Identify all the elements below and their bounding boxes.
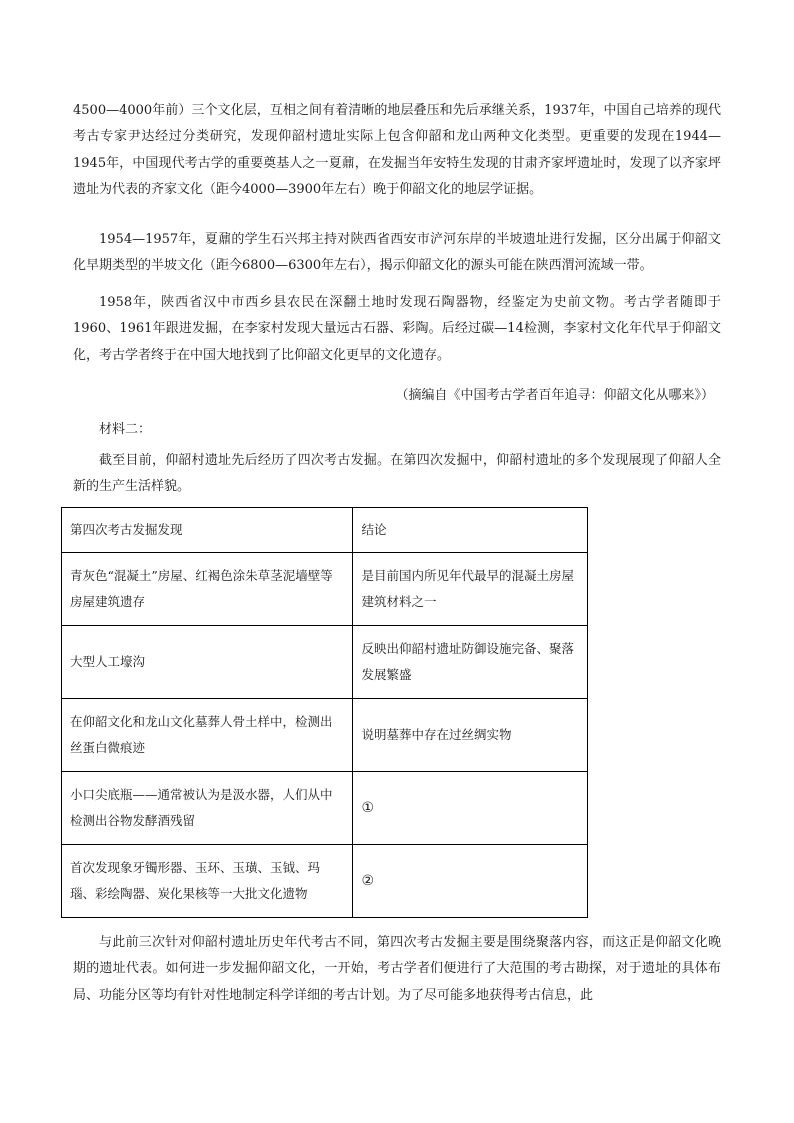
table-cell-finding: 小口尖底瓶——通常被认为是汲水器，人们从中检测出谷物发酵酒残留 — [62, 772, 353, 845]
table-row — [62, 699, 588, 772]
paragraph-lijiacun-discovery: 1958年，陕西省汉中市西乡县农民在深翻土地时发现石陶器物，经鉴定为史前文物。考古学者随即于1960、1961年跟进发掘，在李家村发现大量远古石器、彩陶。后经过碳—14检测，李家村文化年代早于仰韶文化，考古学者终于在中国大地找到了比仰韶文化更早的文化遗存。 — [73, 295, 721, 363]
table-cell-finding: 青灰色“混凝土”房屋、红褐色涂朱草茎泥墙壁等房屋建筑遗存 — [62, 553, 353, 626]
material-two-label: 材料二： — [99, 422, 152, 437]
findings-table — [61, 507, 588, 918]
table-cell-conclusion: 说明墓葬中存在过丝绸实物 — [353, 699, 588, 772]
table-header-cell: 结论 — [353, 508, 588, 553]
table-cell-conclusion: 反映出仰韶村遗址防御设施完备、聚落发展繁盛 — [353, 626, 588, 699]
table-cell-conclusion: 是目前国内所见年代最早的混凝土房屋建筑材料之一 — [353, 553, 588, 626]
paragraph-fourth-excavation-intro: 截至目前，仰韶村遗址先后经历了四次考古发掘。在第四次发掘中，仰韶村遗址的多个发现展现了仰韶人全新的生产生活样貌。 — [73, 453, 721, 495]
table-cell-blank-2: ② — [353, 845, 588, 918]
table-row — [62, 845, 588, 918]
paragraph-fourth-excavation-focus: 与此前三次针对仰韶村遗址历史年代考古不同，第四次考古发掘主要是围绕聚落内容，而这正是仰韶文化晚期的遗址代表。如何进一步发掘仰韶文化，一开始，考古学者们便进行了大范围的考古勘探，对于遗址的具体布局、功能分区等均有针对性地制定科学详细的考古计划。为了尽可能多地获得考古信息，此 — [73, 935, 721, 1003]
table-cell-finding: 在仰韶文化和龙山文化墓葬人骨土样中，检测出丝蛋白微痕迹 — [62, 699, 353, 772]
paragraph-yangshao-strata: 4500—4000年前）三个文化层，互相之间有着清晰的地层叠压和先后承继关系，1937年，中国自己培养的现代考古专家尹达经过分类研究，发现仰韶村遗址实际上包含仰韶和龙山两种文化类型。更重要的发现在1944—1945年，中国现代考古学的重要奠基人之一夏鼐，在发掘当年安特生发现的甘肃齐家坪遗址时，发现了以齐家坪遗址为代表的齐家文化（距今4000—3900年左右）晚于仰韶文化的地层学证据。 — [73, 103, 721, 197]
paragraph-banpo-excavation: 1954—1957年，夏鼐的学生石兴邦主持对陕西省西安市浐河东岸的半坡遗址进行发掘，区分出属于仰韶文化早期类型的半坡文化（距今6800—6300年左右），揭示仰韶文化的源头可能在陕西渭河流域一带。 — [73, 232, 721, 274]
table-cell-finding: 大型人工壕沟 — [62, 626, 353, 699]
table-cell-blank-1: ① — [353, 772, 588, 845]
table-row — [62, 553, 588, 626]
table-header-row — [62, 508, 588, 553]
table-row — [62, 626, 588, 699]
table-header-cell: 第四次考古发掘发现 — [62, 508, 353, 553]
source-citation: （摘编自《中国考古学者百年追寻：仰韶文化从哪来》） — [395, 388, 714, 403]
table-cell-finding: 首次发现象牙镯形器、玉环、玉璜、玉钺、玛瑙、彩绘陶器、炭化果核等一大批文化遗物 — [62, 845, 353, 918]
table-row — [62, 772, 588, 845]
